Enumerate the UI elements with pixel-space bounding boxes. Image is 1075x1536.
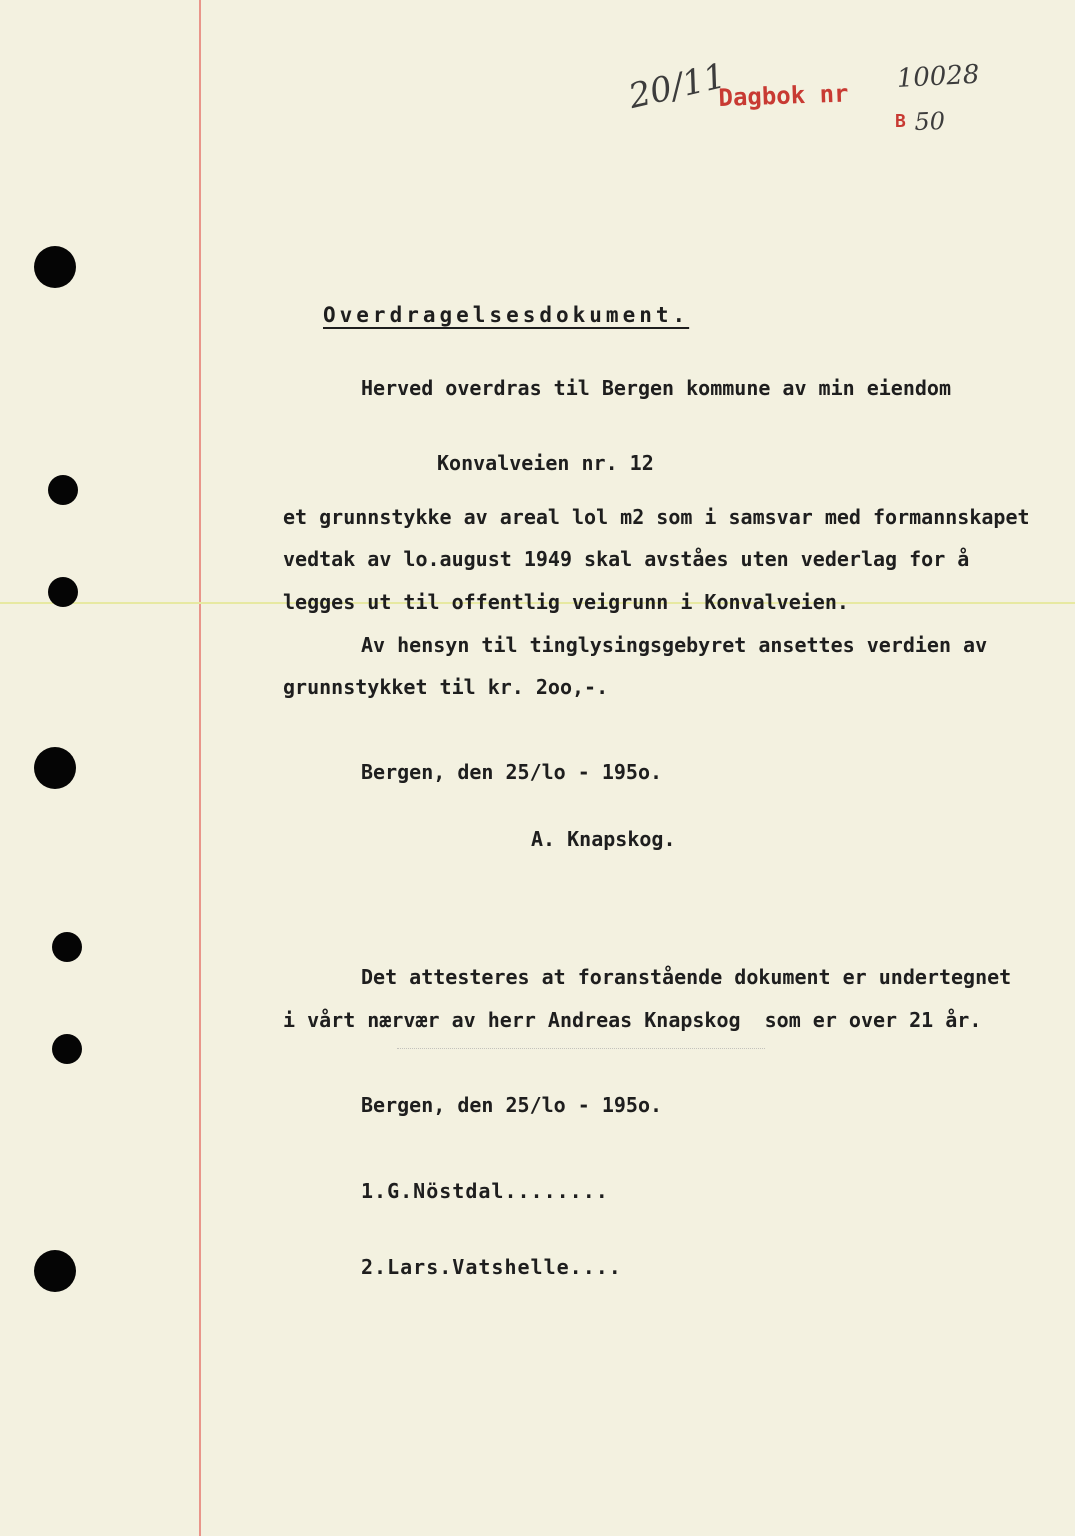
property-name: Konvalveien nr. 12 [437,451,654,475]
punch-hole-6 [52,1034,82,1064]
place-date-1: Bergen, den 25/lo - 195o. [361,760,663,784]
paragraph-2-line-3: legges ut til offentlig veigrunn i Konvalveien. [283,590,849,614]
paragraph-2-line-1: et grunnstykke av areal lol m2 som i samsvar med formannskapet [283,505,1030,529]
witness-1: 1.G.Nöstdal........ [361,1179,609,1203]
attestation-line-2: i vårt nærvær av herr Andreas Knapskog som er over 21 år. [283,1008,982,1032]
punch-hole-7 [34,1250,76,1292]
signature-name: A. Knapskog. [531,827,676,851]
paragraph-3-line-1: Av hensyn til tinglysingsgebyret ansettes verdien av [361,633,988,657]
punch-hole-1 [34,246,76,288]
stamp-mark: B [895,111,906,132]
punch-hole-4 [34,747,76,789]
place-date-2: Bergen, den 25/lo - 195o. [361,1093,663,1117]
punch-hole-2 [48,475,78,505]
dagbok-stamp: Dagbok nr [718,79,849,112]
document-title: Overdragelsesdokument. [323,303,690,327]
paragraph-3-line-2: grunnstykket til kr. 2oo,-. [283,675,609,699]
punch-hole-5 [52,932,82,962]
punch-hole-3 [48,577,78,607]
paragraph-2-line-2: vedtak av lo.august 1949 skal avståes uten vederlag for å [283,547,970,571]
paragraph-1: Herved overdras til Bergen kommune av min eiendom [361,376,952,400]
faint-dotted-line [397,1048,765,1049]
handwritten-date: 20/11 [625,55,730,117]
red-margin-line [199,0,201,1536]
attestation-line-1: Det attesteres at foranstående dokument er undertegnet [361,965,1012,989]
journal-number: 10028 [896,59,981,94]
year-mark: 50 [914,106,946,136]
witness-2: 2.Lars.Vatshelle.... [361,1255,622,1279]
